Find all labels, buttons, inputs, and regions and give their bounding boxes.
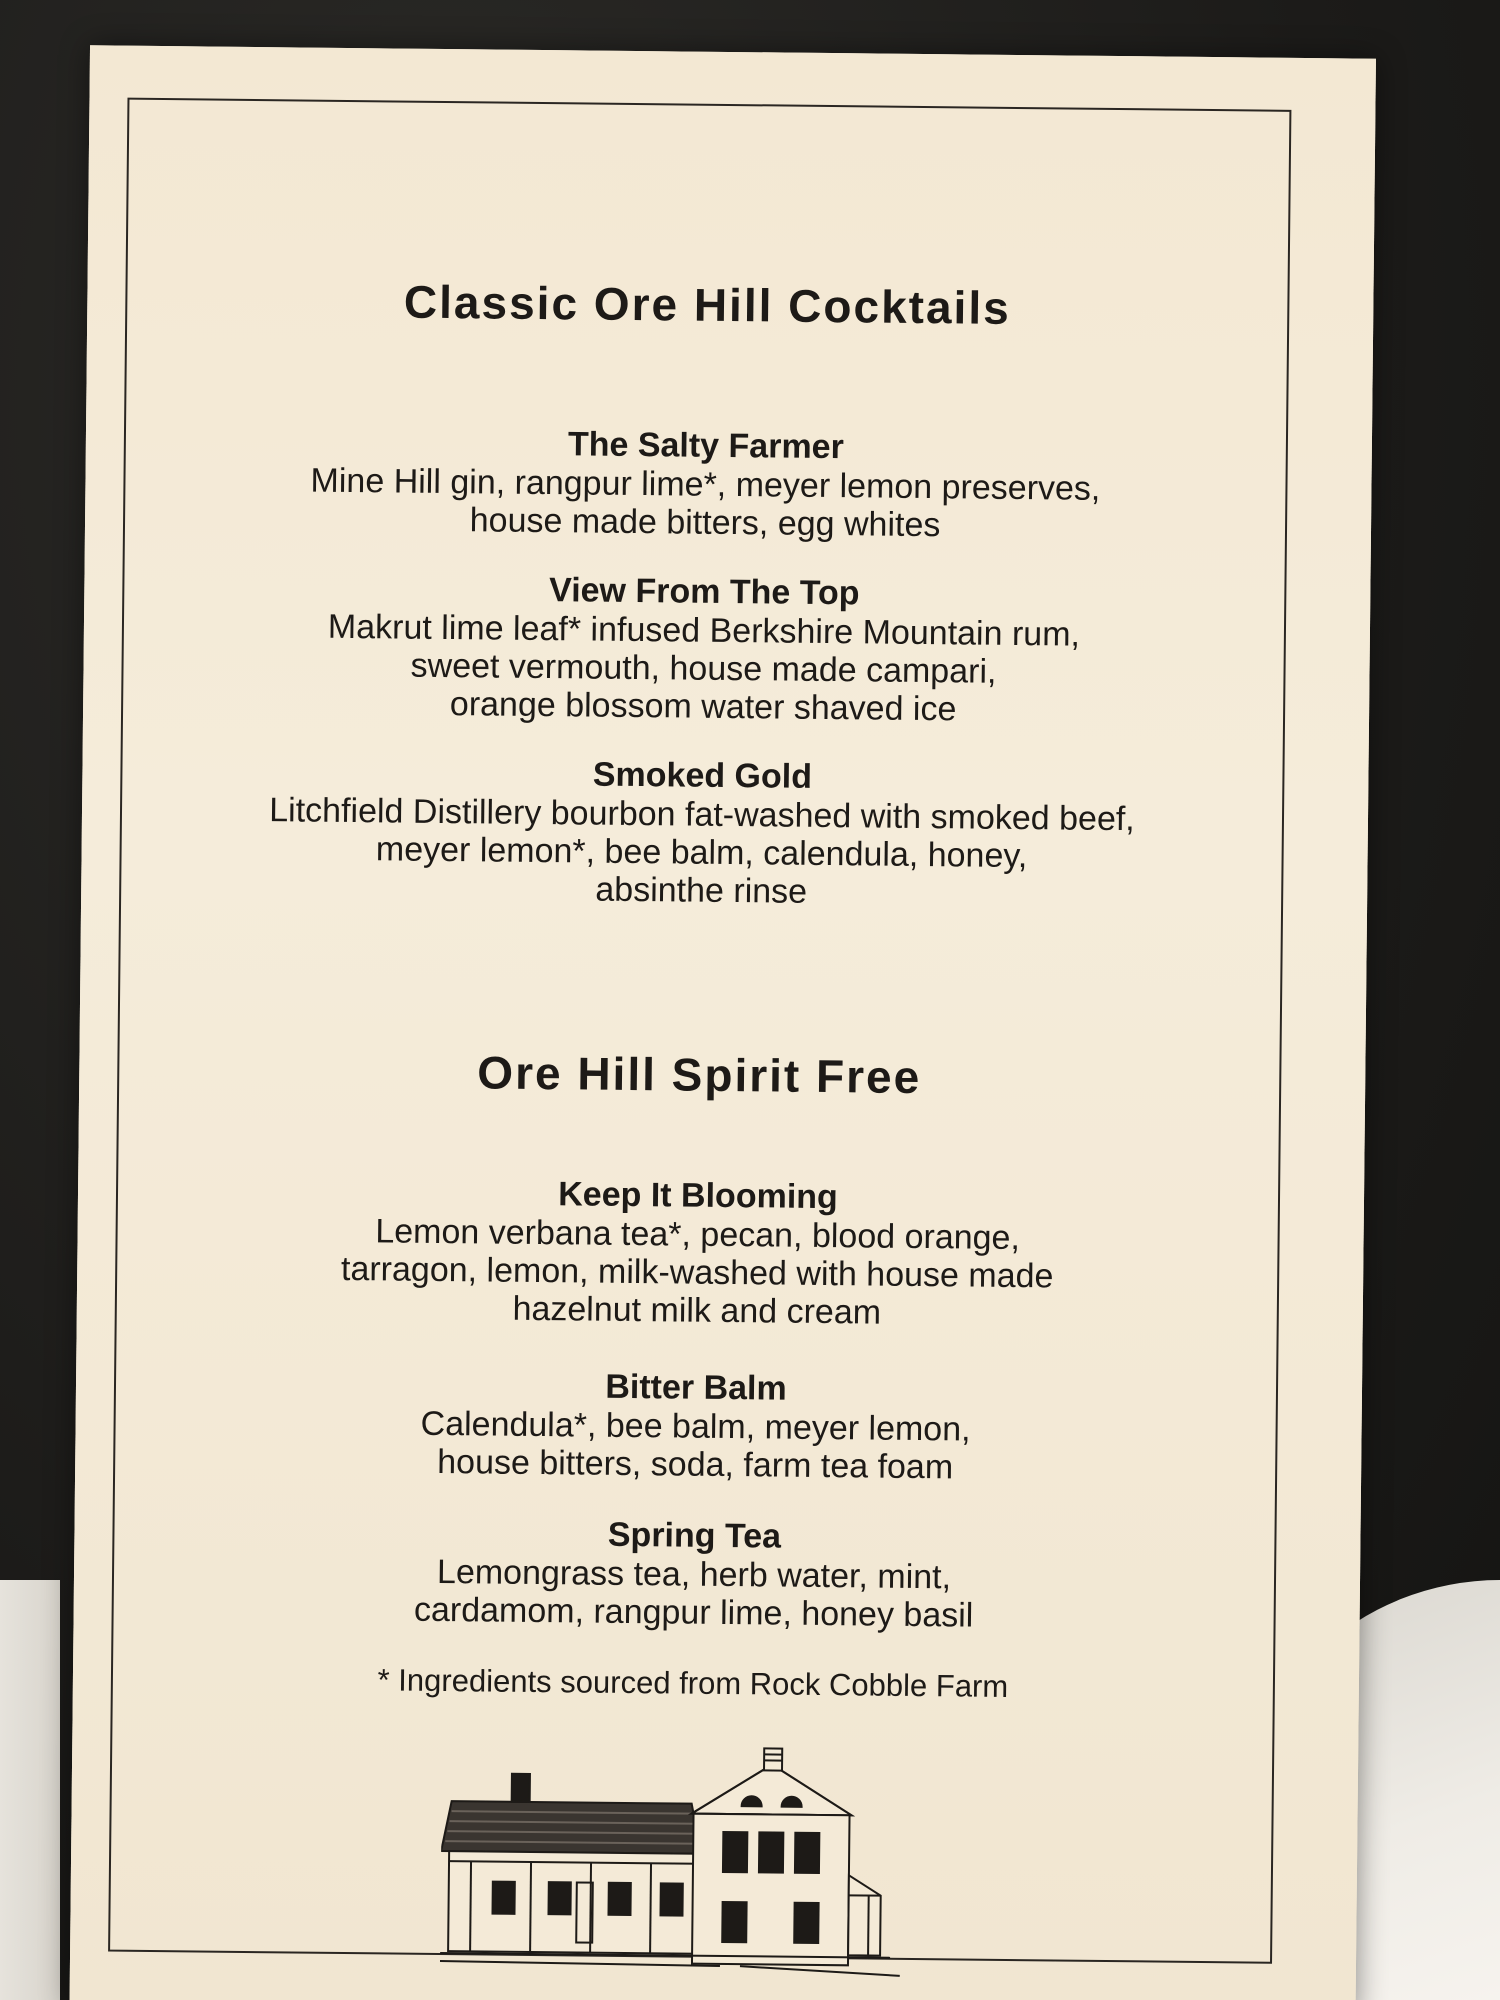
menu-item-description-line: absinthe rinse [595,870,808,911]
menu-item-smoked-gold [121,750,1283,916]
menu-item-salty-farmer [125,420,1286,548]
menu-border-frame [108,98,1291,1964]
menu-item-name: Bitter Balm [605,1367,787,1408]
section-cocktails [127,272,1288,338]
menu-item-description-line: Calendula*, bee balm, meyer lemon, [420,1404,971,1449]
menu-item-keep-it-blooming [117,1170,1279,1336]
menu-item-description-line: hazelnut milk and cream [512,1289,882,1332]
menu-item-name: Smoked Gold [592,755,813,796]
menu-item-description-line: Litchfield Distillery bourbon fat-washed with smoked beef, [269,791,1135,839]
menu-item-name: The Salty Farmer [567,425,845,467]
section-title-cocktails: Classic Ore Hill Cocktails [403,275,1012,334]
menu-item-description-line: sweet vermouth, house made campari, [410,646,997,691]
menu-item-view-from-the-top [123,566,1285,732]
section-title-spirit-free: Ore Hill Spirit Free [477,1046,922,1104]
menu-item-description-line: Lemon verbana tea*, pecan, blood orange, [375,1212,1021,1258]
menu-item-description-line: Lemongrass tea, herb water, mint, [436,1552,952,1597]
menu-item-spring-tea [113,1510,1274,1638]
farmhouse-illustration [440,1741,902,1986]
menu-item-description-line: orange blossom water shaved ice [449,685,957,729]
menu-item-description-line: house bitters, soda, farm tea foam [437,1442,954,1487]
menu-content [129,100,1289,1704]
menu-item-description-line: Mine Hill gin, rangpur lime*, meyer lemon preserves, [310,461,1101,508]
menu-item-name: Keep It Blooming [558,1175,838,1217]
menu-item-description-line: meyer lemon*, bee balm, calendula, honey, [375,830,1028,876]
menu-item-description-line: cardamom, rangpur lime, honey basil [413,1590,974,1635]
menu-item-name: View From The Top [548,571,860,613]
menu-item-description-line: tarragon, lemon, milk-washed with house made [340,1249,1054,1296]
menu-item-description-line: Makrut lime leaf* infused Berkshire Mountain rum, [327,607,1081,654]
section-spirit-free [119,1042,1280,1108]
menu-item-bitter-balm [115,1362,1276,1490]
sourcing-footnote: * Ingredients sourced from Rock Cobble Farm [377,1662,1009,1704]
menu-item-name: Spring Tea [607,1515,782,1556]
menu-item-description-line: house made bitters, egg whites [469,501,941,545]
menu-card [70,45,1376,2000]
white-tablecloth-left [0,1580,60,2000]
